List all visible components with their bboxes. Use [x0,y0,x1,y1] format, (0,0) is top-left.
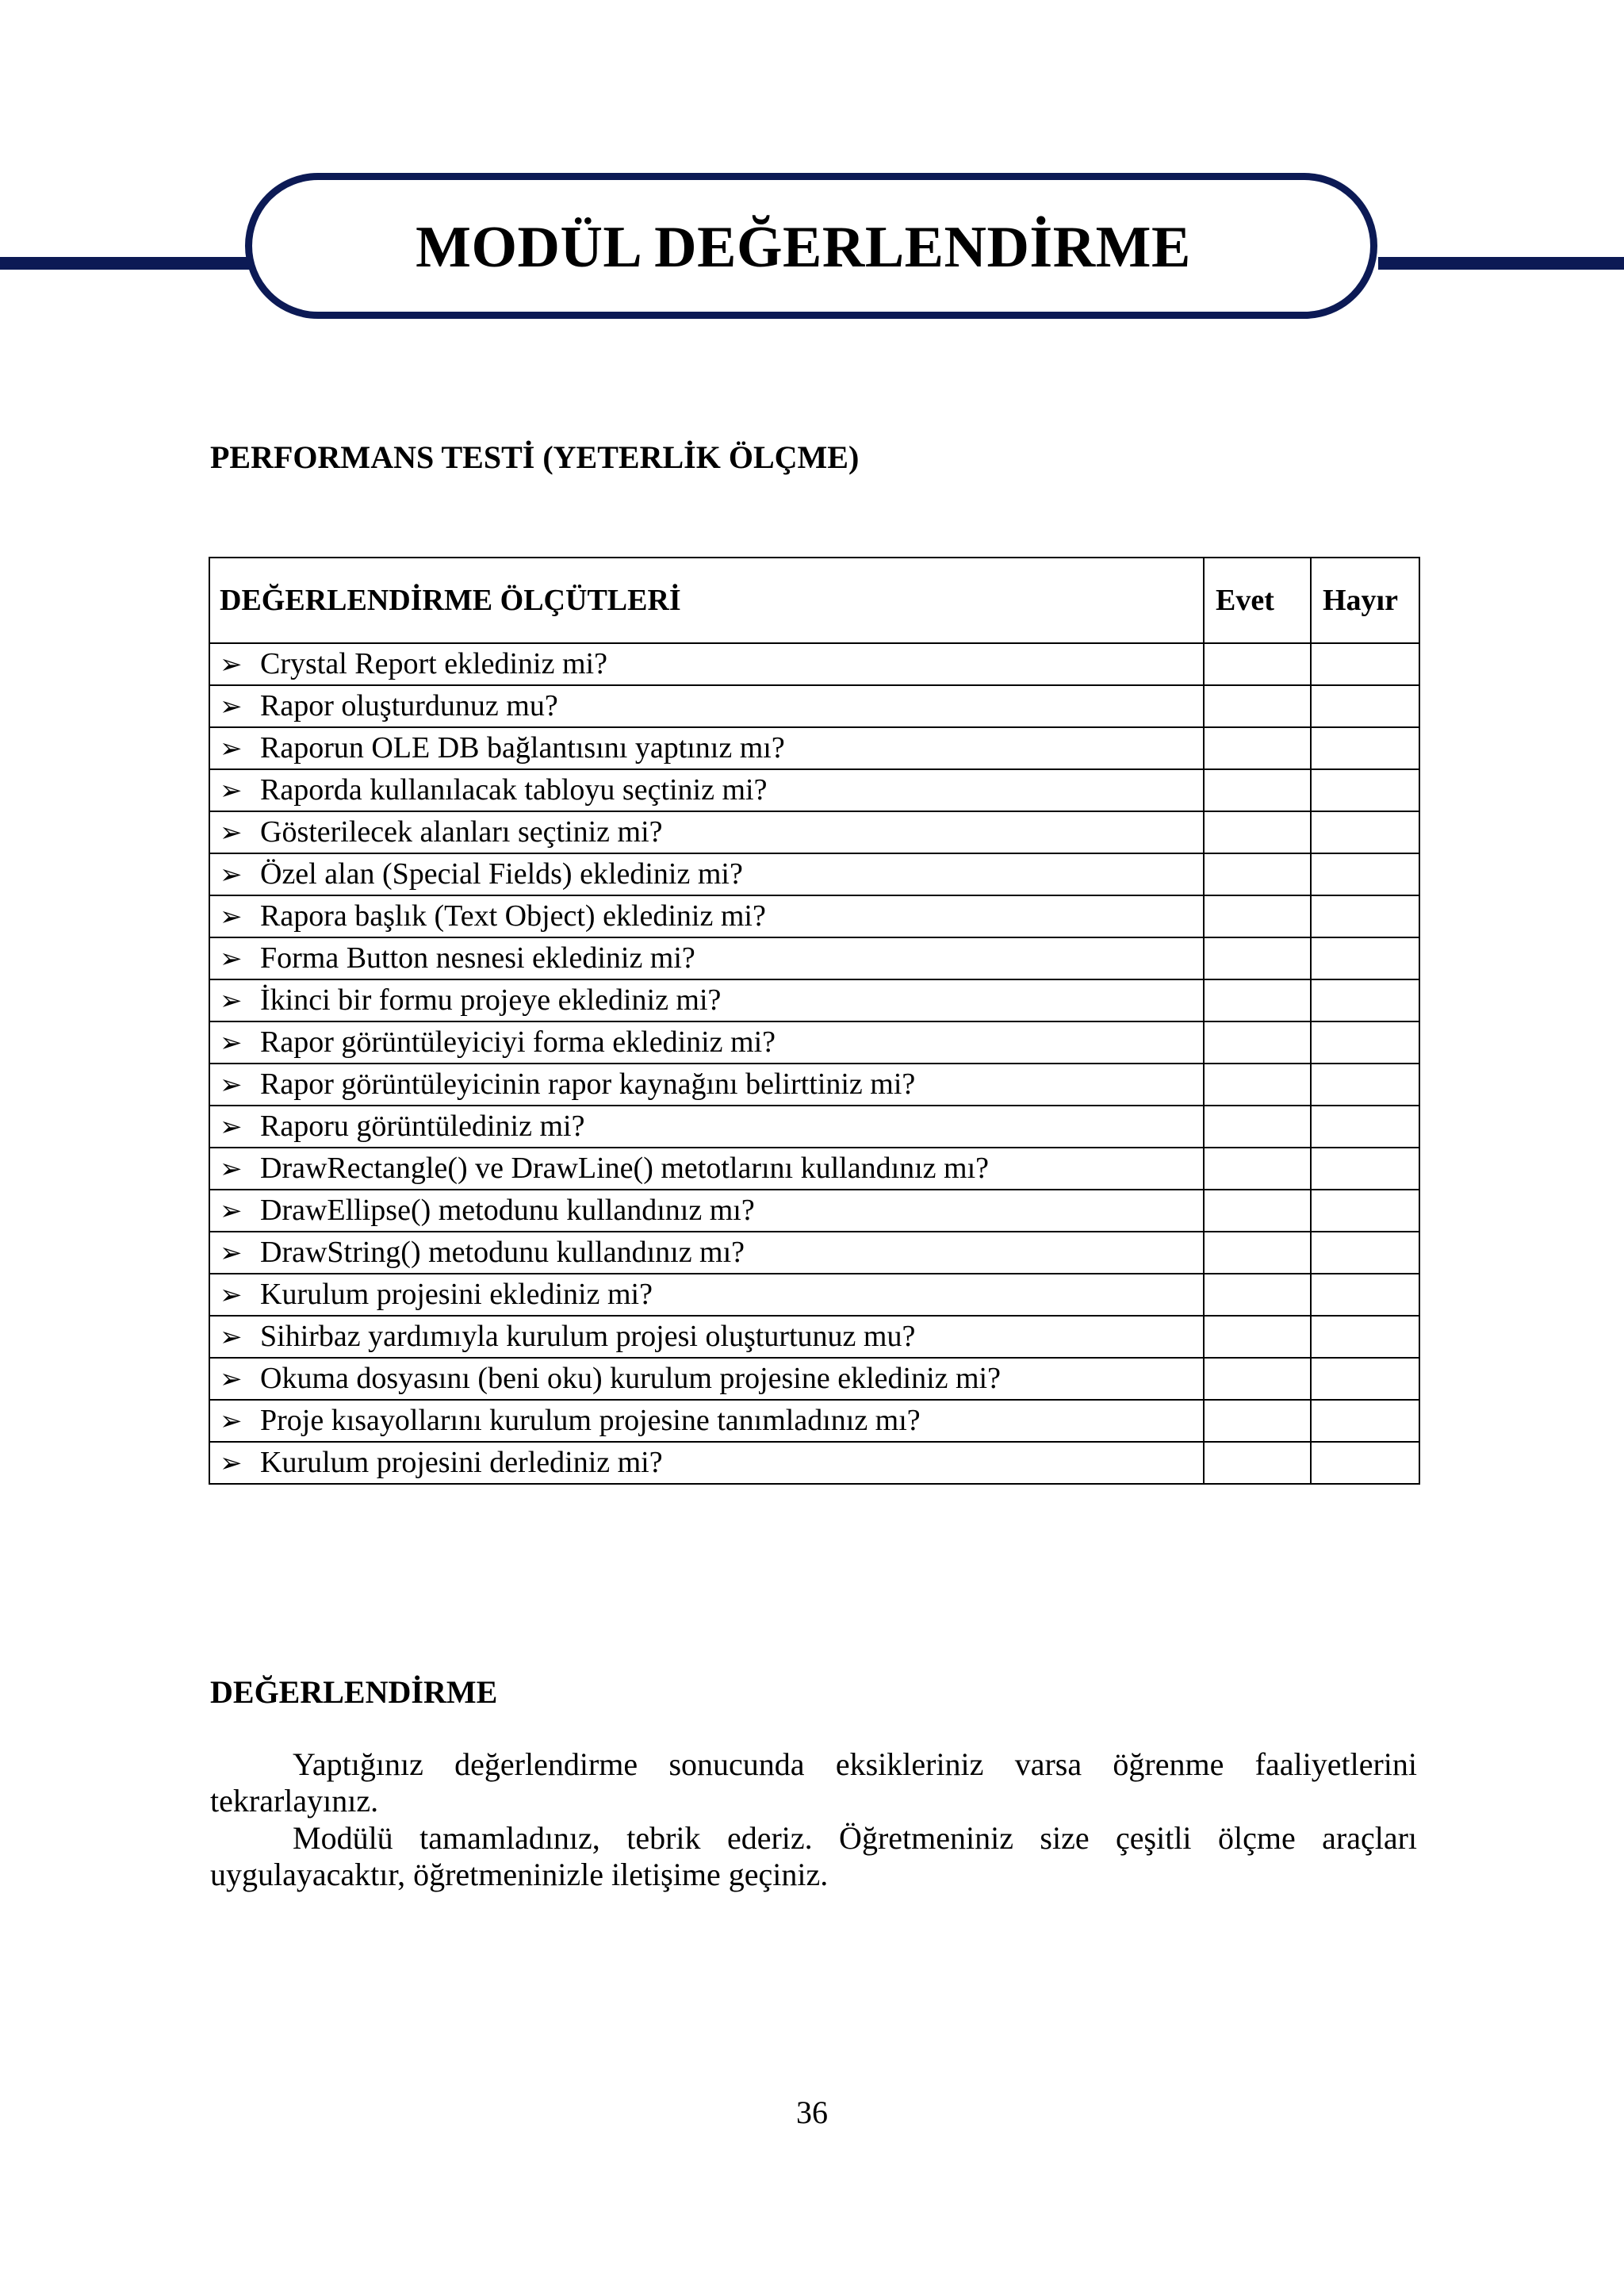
paragraph-text: Yaptığınız değerlendirme sonucunda eksikleriniz varsa öğrenme faaliyetlerini tekrarlayınız. [210,1746,1417,1819]
yes-header: Evet [1204,558,1311,643]
criteria-row [209,811,1419,853]
criteria-item-label: Proje kısayollarını kurulum projesine tanımladınız mı? [260,1403,921,1437]
bullet-arrow-icon: ➢ [220,1028,243,1058]
criteria-row [209,1190,1419,1232]
criteria-item-label: İkinci bir formu projeye eklediniz mi? [260,983,722,1017]
criteria-item [209,895,1204,937]
criteria-item [209,727,1204,769]
no-checkbox-cell[interactable] [1311,979,1419,1021]
criteria-item-label: Forma Button nesnesi eklediniz mi? [260,941,695,975]
criteria-row [209,1442,1419,1484]
no-checkbox-cell[interactable] [1311,853,1419,895]
yes-checkbox-cell[interactable] [1204,1064,1311,1106]
criteria-item-label: Rapora başlık (Text Object) eklediniz mi? [260,899,766,933]
no-checkbox-cell[interactable] [1311,769,1419,811]
no-checkbox-cell[interactable] [1311,1400,1419,1442]
criteria-row [209,1316,1419,1358]
no-checkbox-cell[interactable] [1311,1232,1419,1274]
criteria-row [209,1021,1419,1064]
criteria-item [209,1190,1204,1232]
no-checkbox-cell[interactable] [1311,685,1419,727]
yes-checkbox-cell[interactable] [1204,811,1311,853]
bullet-arrow-icon: ➢ [220,1406,243,1436]
bullet-arrow-icon: ➢ [220,692,243,722]
bullet-arrow-icon: ➢ [220,1154,243,1184]
criteria-item-label: Rapor görüntüleyicinin rapor kaynağını belirttiniz mi? [260,1067,916,1101]
criteria-item [209,643,1204,685]
no-checkbox-cell[interactable] [1311,1442,1419,1484]
no-checkbox-cell[interactable] [1311,1358,1419,1400]
bullet-arrow-icon: ➢ [220,776,243,806]
criteria-item-label: Rapor görüntüleyiciyi forma eklediniz mi? [260,1025,776,1059]
criteria-row [209,1148,1419,1190]
criteria-item [209,937,1204,979]
criteria-row [209,895,1419,937]
criteria-row [209,1400,1419,1442]
bullet-arrow-icon: ➢ [220,818,243,848]
criteria-row [209,979,1419,1021]
criteria-item [209,769,1204,811]
criteria-row [209,643,1419,685]
yes-checkbox-cell[interactable] [1204,1021,1311,1064]
criteria-item [209,853,1204,895]
yes-checkbox-cell[interactable] [1204,937,1311,979]
bullet-arrow-icon: ➢ [220,734,243,764]
criteria-item-label: Raporu görüntülediniz mi? [260,1109,585,1143]
criteria-item-label: Okuma dosyasını (beni oku) kurulum projesine eklediniz mi? [260,1361,1001,1395]
criteria-item-label: Raporun OLE DB bağlantısını yaptınız mı? [260,730,785,765]
yes-checkbox-cell[interactable] [1204,853,1311,895]
criteria-item [209,1232,1204,1274]
criteria-item [209,1358,1204,1400]
paragraph-text: Modülü tamamladınız, tebrik ederiz. Öğretmeniniz size çeşitli ölçme araçları uygulayacaktır, öğretmeninizle iletişime geçiniz. [210,1820,1417,1892]
criteria-item [209,811,1204,853]
no-checkbox-cell[interactable] [1311,811,1419,853]
criteria-item-label: Raporda kullanılacak tabloyu seçtiniz mi? [260,772,768,807]
no-checkbox-cell[interactable] [1311,895,1419,937]
criteria-item [209,979,1204,1021]
no-header: Hayır [1311,558,1419,643]
no-checkbox-cell[interactable] [1311,1190,1419,1232]
yes-checkbox-cell[interactable] [1204,727,1311,769]
criteria-item-label: Gösterilecek alanları seçtiniz mi? [260,814,663,849]
criteria-row [209,937,1419,979]
criteria-item [209,1106,1204,1148]
yes-checkbox-cell[interactable] [1204,1106,1311,1148]
bullet-arrow-icon: ➢ [220,860,243,890]
yes-checkbox-cell[interactable] [1204,1148,1311,1190]
criteria-item [209,1021,1204,1064]
bullet-arrow-icon: ➢ [220,650,243,680]
no-checkbox-cell[interactable] [1311,1106,1419,1148]
criteria-item-label: Kurulum projesini derlediniz mi? [260,1445,663,1479]
no-checkbox-cell[interactable] [1311,1316,1419,1358]
performance-test-heading: PERFORMANS TESTİ (YETERLİK ÖLÇME) [210,439,860,475]
yes-checkbox-cell[interactable] [1204,1442,1311,1484]
bullet-arrow-icon: ➢ [220,1112,243,1142]
yes-checkbox-cell[interactable] [1204,685,1311,727]
yes-checkbox-cell[interactable] [1204,643,1311,685]
criteria-row [209,853,1419,895]
criteria-row [209,685,1419,727]
yes-checkbox-cell[interactable] [1204,769,1311,811]
banner-line-left [0,257,250,270]
no-checkbox-cell[interactable] [1311,1274,1419,1316]
evaluation-heading: DEĞERLENDİRME [210,1674,498,1710]
yes-checkbox-cell[interactable] [1204,1316,1311,1358]
criteria-item-label: Rapor oluşturdunuz mu? [260,688,558,722]
criteria-table [209,557,1420,1485]
criteria-item [209,1400,1204,1442]
criteria-item [209,1274,1204,1316]
yes-checkbox-cell[interactable] [1204,1232,1311,1274]
no-checkbox-cell[interactable] [1311,937,1419,979]
criteria-item [209,1442,1204,1484]
bullet-arrow-icon: ➢ [220,986,243,1016]
criteria-item-label: DrawRectangle() ve DrawLine() metotlarını kullandınız mı? [260,1151,990,1185]
criteria-item-label: Özel alan (Special Fields) eklediniz mi? [260,857,743,891]
criteria-row [209,1232,1419,1274]
criteria-item-label: Sihirbaz yardımıyla kurulum projesi oluşturtunuz mu? [260,1319,916,1353]
bullet-arrow-icon: ➢ [220,944,243,974]
criteria-item [209,685,1204,727]
bullet-arrow-icon: ➢ [220,902,243,932]
criteria-row [209,1358,1419,1400]
evaluation-paragraph-1 [210,1746,1417,1819]
bullet-arrow-icon: ➢ [220,1070,243,1100]
no-checkbox-cell[interactable] [1311,643,1419,685]
bullet-arrow-icon: ➢ [220,1238,243,1268]
criteria-item-label: Kurulum projesini eklediniz mi? [260,1277,653,1311]
criteria-row [209,1274,1419,1316]
no-checkbox-cell[interactable] [1311,1148,1419,1190]
yes-checkbox-cell[interactable] [1204,1358,1311,1400]
yes-checkbox-cell[interactable] [1204,895,1311,937]
yes-checkbox-cell[interactable] [1204,1400,1311,1442]
criteria-row [209,769,1419,811]
table-header-row [209,558,1419,643]
page-number: 36 [796,2095,828,2130]
bullet-arrow-icon: ➢ [220,1280,243,1310]
criteria-item-label: DrawString() metodunu kullandınız mı? [260,1235,745,1269]
bullet-arrow-icon: ➢ [220,1448,243,1478]
banner-line-right [1378,257,1624,270]
criteria-row [209,1106,1419,1148]
yes-checkbox-cell[interactable] [1204,979,1311,1021]
evaluation-paragraph-2 [210,1820,1417,1893]
bullet-arrow-icon: ➢ [220,1196,243,1226]
page-title: MODÜL DEĞERLENDİRME [416,214,1191,280]
no-checkbox-cell[interactable] [1311,1021,1419,1064]
bullet-arrow-icon: ➢ [220,1322,243,1352]
criteria-row [209,1064,1419,1106]
criteria-item-label: Crystal Report eklediniz mi? [260,646,607,680]
criteria-row [209,727,1419,769]
criteria-item [209,1064,1204,1106]
criteria-item [209,1316,1204,1358]
bullet-arrow-icon: ➢ [220,1364,243,1394]
title-banner [245,173,1377,319]
no-checkbox-cell[interactable] [1311,727,1419,769]
criteria-item-label: DrawEllipse() metodunu kullandınız mı? [260,1193,755,1227]
criteria-item [209,1148,1204,1190]
yes-checkbox-cell[interactable] [1204,1190,1311,1232]
criteria-header: DEĞERLENDİRME ÖLÇÜTLERİ [209,558,1204,643]
yes-checkbox-cell[interactable] [1204,1274,1311,1316]
no-checkbox-cell[interactable] [1311,1064,1419,1106]
